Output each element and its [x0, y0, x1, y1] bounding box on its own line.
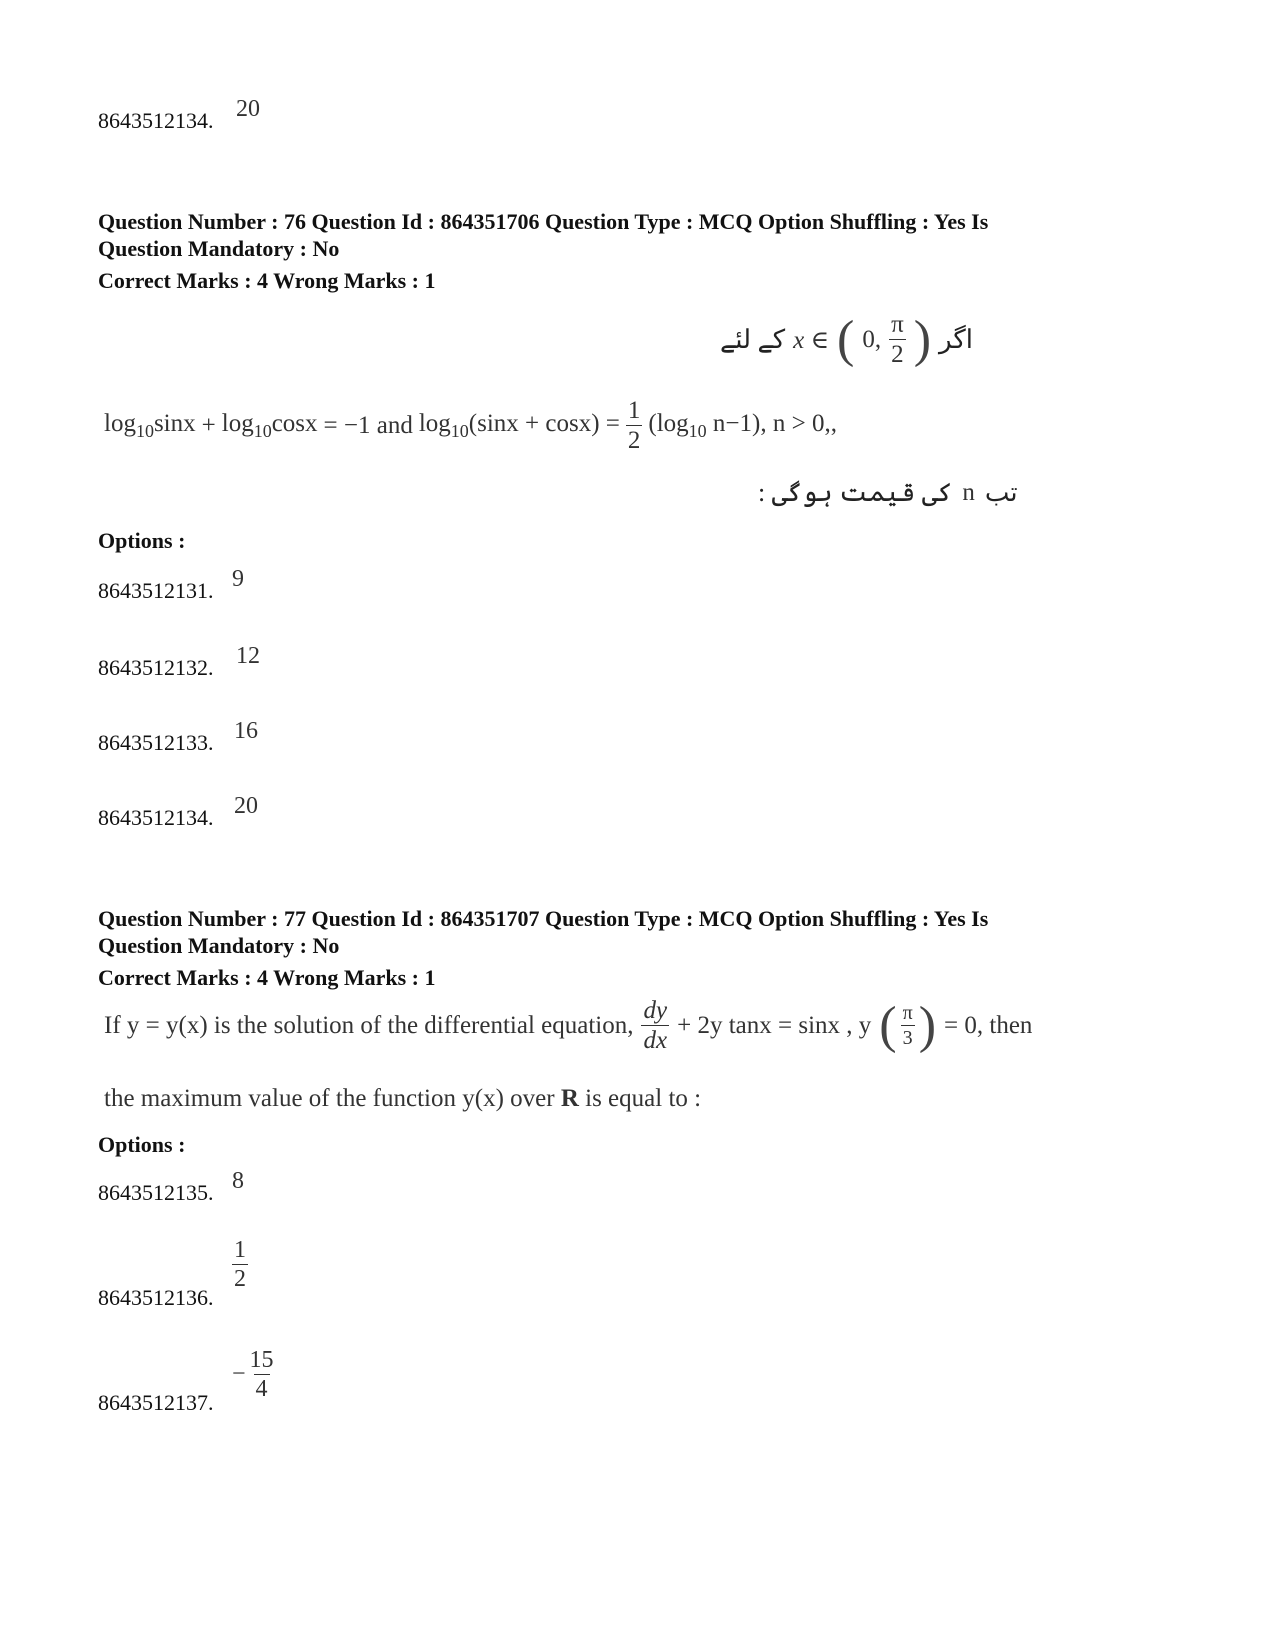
bold-R: R [560, 1085, 579, 1112]
urdu-text-value: کی قیمت ہوگی : [758, 478, 953, 507]
q76-header-line2: Question Mandatory : No [98, 236, 340, 261]
option-value: 9 [232, 566, 244, 592]
q76-equation [104, 398, 837, 453]
paren-left: ( [879, 996, 897, 1054]
option-value: 16 [234, 718, 258, 744]
fraction-dy-dx [641, 998, 669, 1053]
frac-num: 15 [249, 1347, 274, 1373]
frac-num: π [902, 1002, 913, 1024]
q76-marks: Correct Marks : 4 Wrong Marks : 1 [98, 268, 436, 293]
equation-lead: If y = y(x) is the solution of the differential equation, [104, 1011, 634, 1039]
option-number: 8643512133. [98, 730, 214, 755]
option-number: 8643512137. [98, 1390, 214, 1415]
log-term: $\log_{10}(\sin x + \cos x)$ = [418, 409, 620, 441]
q76-header-line1: Question Number : 76 Question Id : 864351706 Question Type : MCQ Option Shuffling : Yes Is [98, 209, 989, 234]
math-zero: 0, [862, 325, 882, 353]
option-value: 12 [236, 643, 260, 669]
frac-den: 4 [255, 1376, 268, 1402]
frac-num: dy [643, 997, 668, 1024]
math-x-in: x ∈ [793, 326, 829, 354]
frac-den: 3 [902, 1027, 913, 1049]
frac-num: 1 [234, 1237, 246, 1263]
urdu-text-if: اگر [939, 324, 973, 354]
option-value-fraction [232, 1348, 276, 1401]
q77-options-label: Options : [98, 1132, 186, 1157]
q77-header-line1: Question Number : 77 Question Id : 864351707 Question Type : MCQ Option Shuffling : Yes Is [98, 906, 989, 931]
paren-left: ( [836, 310, 855, 368]
option-number: 8643512134. [98, 805, 214, 830]
minus-sign: − [232, 1361, 246, 1387]
frac-den: 2 [627, 427, 641, 454]
q77-equation [104, 998, 1032, 1053]
q77-header-line2: Question Mandatory : No [98, 933, 340, 958]
option-number: 8643512132. [98, 655, 214, 680]
option-value: 20 [236, 96, 260, 122]
fraction-one-half [626, 398, 643, 453]
frac-num: π [891, 311, 904, 338]
frac-den: dx [643, 1027, 668, 1054]
q76-options-label: Options : [98, 528, 186, 553]
option-value-fraction [232, 1238, 248, 1291]
equation-mid: + 2y tanx = sinx , y [677, 1011, 872, 1039]
paren-right: ) [913, 310, 932, 368]
log-term: $\log_{10}\sin x$ [104, 409, 196, 441]
q77-marks: Correct Marks : 4 Wrong Marks : 1 [98, 965, 436, 990]
frac-den: 2 [234, 1266, 246, 1292]
option-number: 8643512135. [98, 1180, 214, 1205]
fraction-pi-over-2 [889, 312, 906, 367]
urdu-text-for: کے لئے [720, 324, 786, 354]
math-n: n [962, 479, 975, 506]
urdu-text-then: تب [984, 478, 1018, 507]
q77-question-line2: the maximum value of the function y(x) over R is equal to : [104, 1085, 702, 1112]
equals-and: = −1 and [323, 411, 413, 439]
paren-right: ) [918, 996, 937, 1054]
option-value: 8 [232, 1168, 244, 1194]
frac-num: 1 [627, 397, 641, 424]
log-term: $\log_{10}\cos x$ [221, 409, 318, 441]
frac-den: 2 [891, 341, 904, 368]
plus-sign: + [201, 411, 216, 439]
option-number: 8643512136. [98, 1285, 214, 1310]
fraction-pi-over-3 [901, 1003, 915, 1048]
equation-tail: = 0, then [944, 1011, 1033, 1039]
log-rhs: ($\log_{10}$ n−1), n > 0,, [648, 409, 837, 441]
q76-urdu-question [758, 478, 1018, 508]
option-number: 8643512134. [98, 108, 214, 133]
option-number: 8643512131. [98, 578, 214, 603]
q76-urdu-condition [720, 312, 973, 367]
option-value: 20 [234, 793, 258, 819]
